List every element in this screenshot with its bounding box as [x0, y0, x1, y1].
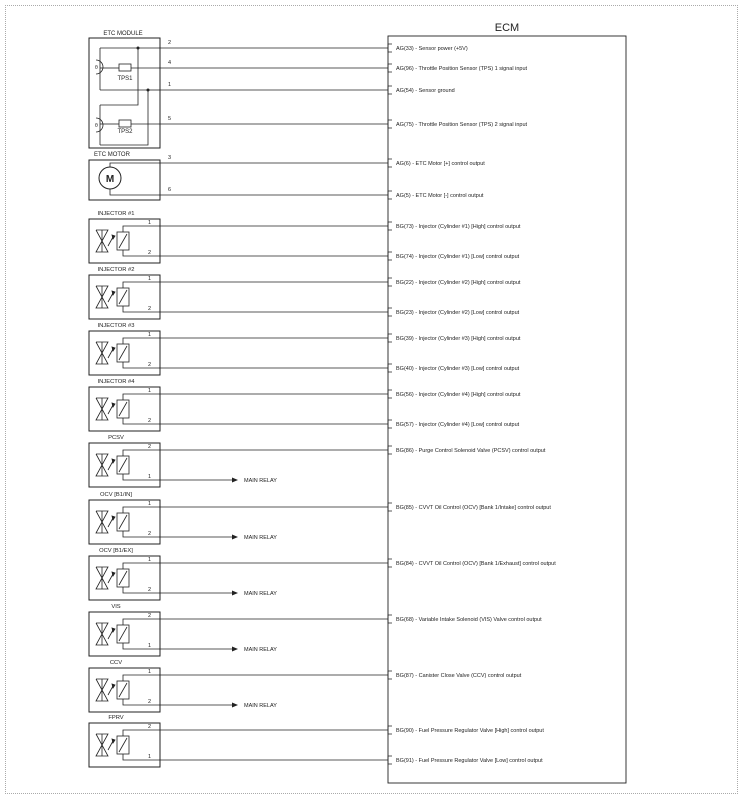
ecm-connector-pin	[388, 503, 392, 511]
ecm-connector-pin	[388, 756, 392, 764]
component-signal-label-bottom: BG(23) - Injector (Cylinder #2) [Low] control output	[396, 310, 520, 316]
ecm-connector-pin	[388, 159, 392, 167]
etc-pin-number: 1	[168, 82, 172, 88]
component-pin-top: 1	[148, 501, 152, 507]
ecm-connector-pin	[388, 308, 392, 316]
component-title: VIS	[111, 604, 121, 610]
etc-pin-number: 5	[168, 116, 172, 122]
component-signal-label-bottom: BG(40) - Injector (Cylinder #3) [Low] control output	[396, 366, 520, 372]
ecm-connector-pin	[388, 390, 392, 398]
component-pin-top: 1	[148, 669, 152, 675]
arrow-right-icon	[232, 478, 238, 483]
ecm-connector-pin	[388, 559, 392, 567]
ecm-connector-pin	[388, 726, 392, 734]
component-pin-top: 2	[148, 724, 152, 730]
ecm-connector-pin	[388, 615, 392, 623]
ecm-connector-pin	[388, 64, 392, 72]
ecm-connector-pin	[388, 44, 392, 52]
arrow-right-icon	[232, 535, 238, 540]
ecm-connector-pin	[388, 364, 392, 372]
junction-dot	[147, 89, 150, 92]
etc-pin-number: 2	[168, 40, 172, 46]
etc-module-title: ETC MODULE	[103, 31, 143, 37]
tps2-theta: θ	[95, 123, 98, 129]
component-signal-label-top: BG(90) - Fuel Pressure Regulator Valve [High] control output	[396, 728, 544, 734]
tps1-label: TPS1	[117, 76, 133, 82]
component-title: PCSV	[108, 435, 124, 441]
component-2	[89, 323, 521, 375]
component-pin-top: 1	[148, 332, 152, 338]
component-pin-bottom: 2	[148, 418, 152, 424]
component-title: INJECTOR #3	[97, 323, 135, 329]
component-signal-label-bottom: BG(74) - Injector (Cylinder #1) [Low] control output	[396, 254, 520, 260]
main-relay-label: MAIN RELAY	[244, 591, 277, 597]
component-pin-bottom: 2	[148, 531, 152, 537]
etc-signal-label: AG(54) - Sensor ground	[396, 88, 455, 94]
ecm-connector-pin	[388, 278, 392, 286]
main-relay-label: MAIN RELAY	[244, 703, 277, 709]
tps2-sensor	[96, 105, 131, 145]
component-pin-top: 1	[148, 276, 152, 282]
arrow-right-icon	[232, 591, 238, 596]
component-0	[89, 211, 521, 263]
component-title: INJECTOR #4	[97, 379, 135, 385]
component-pin-top: 1	[148, 557, 152, 563]
component-signal-label-top: BG(68) - Variable Intake Solenoid (VIS) Valve control output	[396, 617, 542, 623]
component-title: OCV [B1/IN]	[100, 492, 132, 498]
component-pin-bottom: 1	[148, 474, 152, 480]
component-3	[89, 379, 521, 431]
ecm-connector-pin	[388, 222, 392, 230]
component-title: OCV [B1/EX]	[99, 548, 133, 554]
etc-signal-label: AG(6) - ETC Motor [+] control output	[396, 161, 485, 167]
main-relay-label: MAIN RELAY	[244, 535, 277, 541]
ecm-connector-pin	[388, 252, 392, 260]
component-pin-bottom: 1	[148, 643, 152, 649]
main-relay-label: MAIN RELAY	[244, 478, 277, 484]
component-title: CCV	[109, 660, 123, 666]
component-1	[89, 267, 521, 319]
component-pin-top: 2	[148, 444, 152, 450]
arrow-right-icon	[232, 703, 238, 708]
component-title: INJECTOR #1	[97, 211, 135, 217]
etc-pin-number: 3	[168, 155, 172, 161]
ecm-connector-pin	[388, 420, 392, 428]
component-8	[89, 660, 522, 712]
etc-signal-label: AG(96) - Throttle Position Sensor (TPS) 1 signal input	[396, 66, 528, 72]
component-pin-bottom: 2	[148, 699, 152, 705]
component-signal-label-bottom: BG(91) - Fuel Pressure Regulator Valve [Low] control output	[396, 758, 543, 764]
motor-letter: M	[105, 174, 115, 185]
ecm-connector-pin	[388, 671, 392, 679]
etc-signal-label: AG(33) - Sensor power (+5V)	[396, 46, 468, 52]
etc-motor-title: ETC MOTOR	[94, 152, 130, 158]
main-relay-label: MAIN RELAY	[244, 647, 277, 653]
ecm-title: ECM	[494, 22, 520, 34]
component-signal-label-top: BG(85) - CVVT Oil Control (OCV) [Bank 1/Intake] control output	[396, 505, 551, 511]
component-pin-bottom: 2	[148, 306, 152, 312]
component-4	[89, 435, 546, 487]
component-title: FPRV	[108, 715, 124, 721]
tps2-label: TPS2	[117, 129, 133, 135]
ecm-box	[388, 36, 626, 783]
component-9	[89, 715, 544, 767]
component-signal-label-bottom: BG(57) - Injector (Cylinder #4) [Low] control output	[396, 422, 520, 428]
component-pin-bottom: 2	[148, 250, 152, 256]
component-7	[89, 604, 542, 656]
ecm-connector-pin	[388, 191, 392, 199]
component-5	[89, 492, 551, 544]
component-pin-bottom: 2	[148, 362, 152, 368]
ecm-connector-pin	[388, 86, 392, 94]
component-signal-label-top: BG(73) - Injector (Cylinder #1) [High] control output	[396, 224, 521, 230]
component-pin-top: 1	[148, 220, 152, 226]
ecm-connector-pin	[388, 120, 392, 128]
component-pin-top: 2	[148, 613, 152, 619]
component-signal-label-top: BG(56) - Injector (Cylinder #4) [High] control output	[396, 392, 521, 398]
ecm-connector-pin	[388, 334, 392, 342]
component-title: INJECTOR #2	[97, 267, 135, 273]
ecm-connector-pin	[388, 446, 392, 454]
component-signal-label-top: BG(87) - Canister Close Valve (CCV) control output	[396, 673, 522, 679]
etc-signal-label: AG(75) - Throttle Position Sensor (TPS) 2 signal input	[396, 122, 528, 128]
etc-pin-number: 6	[168, 187, 172, 193]
component-signal-label-top: BG(86) - Purge Control Solenoid Valve (PCSV) control output	[396, 448, 546, 454]
tps1-sensor	[96, 48, 131, 90]
component-signal-label-top: BG(84) - CVVT Oil Control (OCV) [Bank 1/Exhaust] control output	[396, 561, 556, 567]
arrow-right-icon	[232, 647, 238, 652]
etc-pin-number: 4	[168, 60, 172, 66]
component-pin-top: 1	[148, 388, 152, 394]
component-pin-bottom: 1	[148, 754, 152, 760]
etc-signal-label: AG(5) - ETC Motor [-] control output	[396, 193, 484, 199]
junction-dot	[137, 47, 140, 50]
tps1-theta: θ	[95, 65, 98, 71]
component-signal-label-top: BG(22) - Injector (Cylinder #2) [High] control output	[396, 280, 521, 286]
component-6	[89, 548, 556, 600]
component-signal-label-top: BG(39) - Injector (Cylinder #3) [High] control output	[396, 336, 521, 342]
component-pin-bottom: 2	[148, 587, 152, 593]
